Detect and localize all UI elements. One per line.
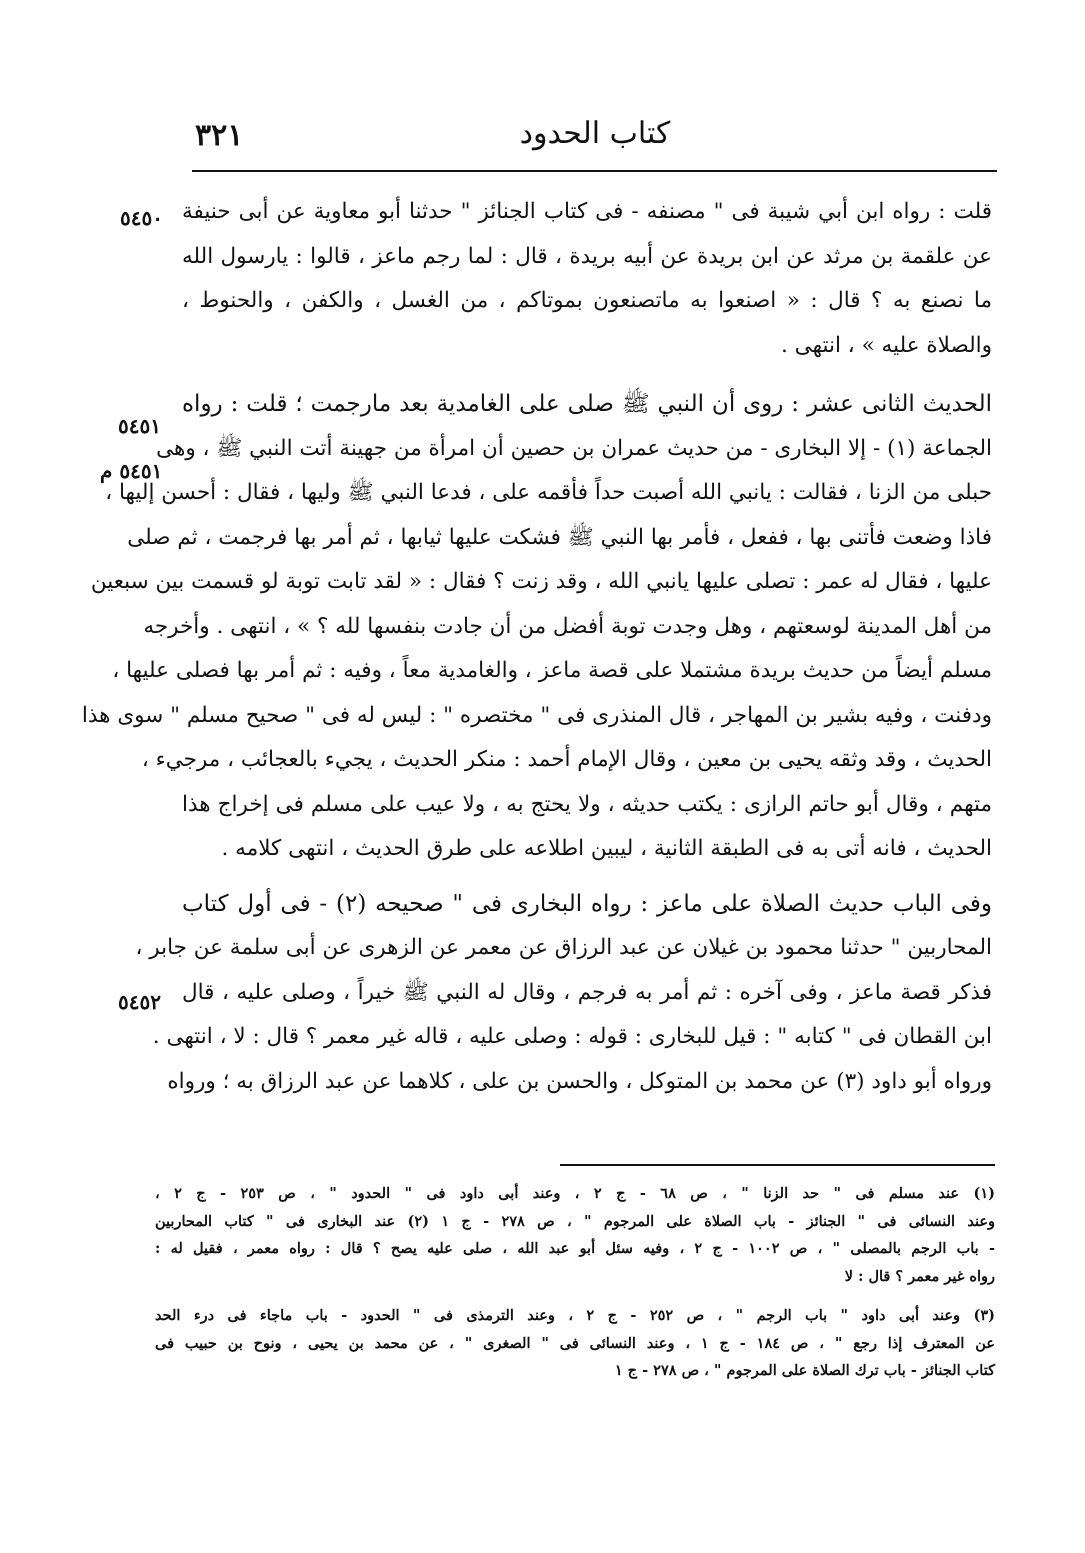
footnotes <box>155 1180 995 1385</box>
page-title: كتاب الحدود <box>519 116 671 151</box>
text-line: حبلى من الزنا ، فقالت : يانبي الله أصبت حداً فأقمه على ، فدعا النبي ﷺ وليها ، فقال : أحسن إليها ، <box>105 480 992 505</box>
page-number: ٣٢١ <box>195 118 244 153</box>
text-line: ما نصنع به ؟ قال : « اصنعوا به ماتصنعون بموتاكم ، من الغسل ، والكفن ، والحنوط ، <box>182 288 992 313</box>
main-text <box>81 190 992 1112</box>
footnote-rule <box>560 1164 995 1166</box>
margin-number: ٥٤٥٢ <box>118 990 161 1014</box>
text-line: الجماعة (١) - إلا البخارى - من حديث عمران بن حصين أن امرأة من جهينة أتت النبي ﷺ ، وهى <box>156 435 992 461</box>
page-header <box>195 112 995 172</box>
footnote-line: رواه غير معمر ؟ قال : لا <box>844 1267 995 1285</box>
footnote-line: كتاب الجنائز - باب ترك الصلاة على المرجوم " ، ص ٢٧٨ - ج ١ <box>614 1362 995 1379</box>
text-line: المحاربين " حدثنا محمود بن غيلان عن عبد الرزاق عن معمر عن الزهرى عن أبى سلمة عن جابر ، <box>135 935 992 960</box>
footnote-line: - باب الرجم بالمصلى " ، ص ١٠٠٢ - ج ٢ ، وفيه سئل أبو عبد الله ، صلى عليه يصح ؟ قال : رواه معمر ، فقيل له : <box>155 1240 995 1257</box>
footnote-line: (١) عند مسلم فى " حد الزنا " ، ص ٦٨ - ج ٢ ، وعند أبى داود فى " الحدود " ، ص ٢٥٣ - ج ٢ ، <box>155 1185 995 1202</box>
text-line: قلت : رواه ابن أبي شيبة فى " مصنفه - فى كتاب الجنائز " حدثنا أبو معاوية عن أبى حنيفة <box>182 199 992 224</box>
text-line: عليها ، فقال له عمر : تصلى عليها يانبي الله ، وقد زنت ؟ فقال : « لقد تابت توبة لو قسمت بين سبعين <box>90 569 992 594</box>
margin-number: ٥٤٥٠ <box>120 206 163 230</box>
footnote <box>155 1180 995 1290</box>
text-line: من أهل المدينة لوسعتهم ، وهل وجدت توبة أفضل من أن جادت بنفسها لله ؟ » ، انتهى . وأخرجه <box>143 613 992 639</box>
text-line: والصلاة عليه » ، انتهى . <box>781 332 992 358</box>
margin-number: ٥٤٥١ م <box>100 459 163 483</box>
text-line: ورواه أبو داود (٣) عن محمد بن المتوكل ، والحسن بن على ، كلاهما عن عبد الرزاق به ؛ ورواه <box>167 1068 992 1094</box>
text-line: فاذا وضعت فأتنى بها ، ففعل ، فأمر بها النبي ﷺ فشكت عليها ثيابها ، ثم أمر بها فرجمت ، ثم صلى <box>127 524 992 550</box>
footnote-line: (٣) وعند أبى داود " باب الرجم " ، ص ٢٥٢ - ج ٢ ، وعند الترمذى فى " الحدود - باب ماجاء فى درء الحد <box>155 1307 995 1324</box>
footnote-line: وعند النسائى فى " الجنائز - باب الصلاة على المرجوم " ، ص ٢٧٨ - ج ١ (٢) عند البخارى فى " كتاب المحاربين <box>155 1212 995 1230</box>
text-line: مسلم أيضاً من حديث بريدة مشتملا على قصة ماعز ، والغامدية معاً ، وفيه : ثم أمر بها فصلى عليها ، <box>112 658 992 683</box>
footnote <box>155 1302 995 1385</box>
footnote-gap <box>155 1290 995 1302</box>
text-line: الحديث الثانى عشر : روى أن النبي ﷺ صلى على الغامدية بعد مارجمت ؛ قلت : رواه <box>182 391 992 417</box>
header-rule <box>192 170 997 172</box>
text-line: الحديث ، وقد وثقه يحيى بن معين ، وقال الإمام أحمد : منكر الحديث ، يجيء بالعجائب ، مرجيء ، <box>141 747 992 772</box>
text-line: الحديث ، فانه أتى به فى الطبقة الثانية ، ليبين اطلاعه على طرق الحديث ، انتهى كلامه . <box>221 836 992 861</box>
footnote-line: عن المعترف إذا رجع " ، ص ١٨٤ - ج ١ ، وعند النسائى فى " الصغرى " ، عن محمد بن يحيى ، ونوح بن حبيب فى <box>155 1334 995 1352</box>
text-line: ودفنت ، وفيه بشير بن المهاجر ، قال المنذرى فى " مختصره " : ليس له فى " صحيح مسلم " سوى هذا <box>81 702 992 728</box>
margin-number: ٥٤٥١ <box>118 414 161 438</box>
text-line: فذكر قصة ماعز ، وفى آخره : ثم أمر به فرجم ، وقال له النبي ﷺ خيراً ، وصلى عليه ، قال <box>182 979 992 1005</box>
text-line: وفى الباب حديث الصلاة على ماعز : رواه البخارى فى " صحيحه (٢) - فى أول كتاب <box>182 890 992 917</box>
paragraph <box>182 190 992 368</box>
text-line: ابن القطان فى " كتابه " : قيل للبخارى : قوله : وصلى عليه ، قاله غير معمر ؟ قال : لا ، انتهى . <box>152 1024 992 1049</box>
text-line: عن علقمة بن مرثد عن ابن بريدة عن أبيه بريدة ، قال : لما رجم ماعز ، قالوا : يارسول الله <box>182 243 992 269</box>
text-line: متهم ، وقال أبو حاتم الرازى : يكتب حديثه ، ولا يحتج به ، ولا عيب على مسلم فى إخراج هذا <box>182 791 992 817</box>
